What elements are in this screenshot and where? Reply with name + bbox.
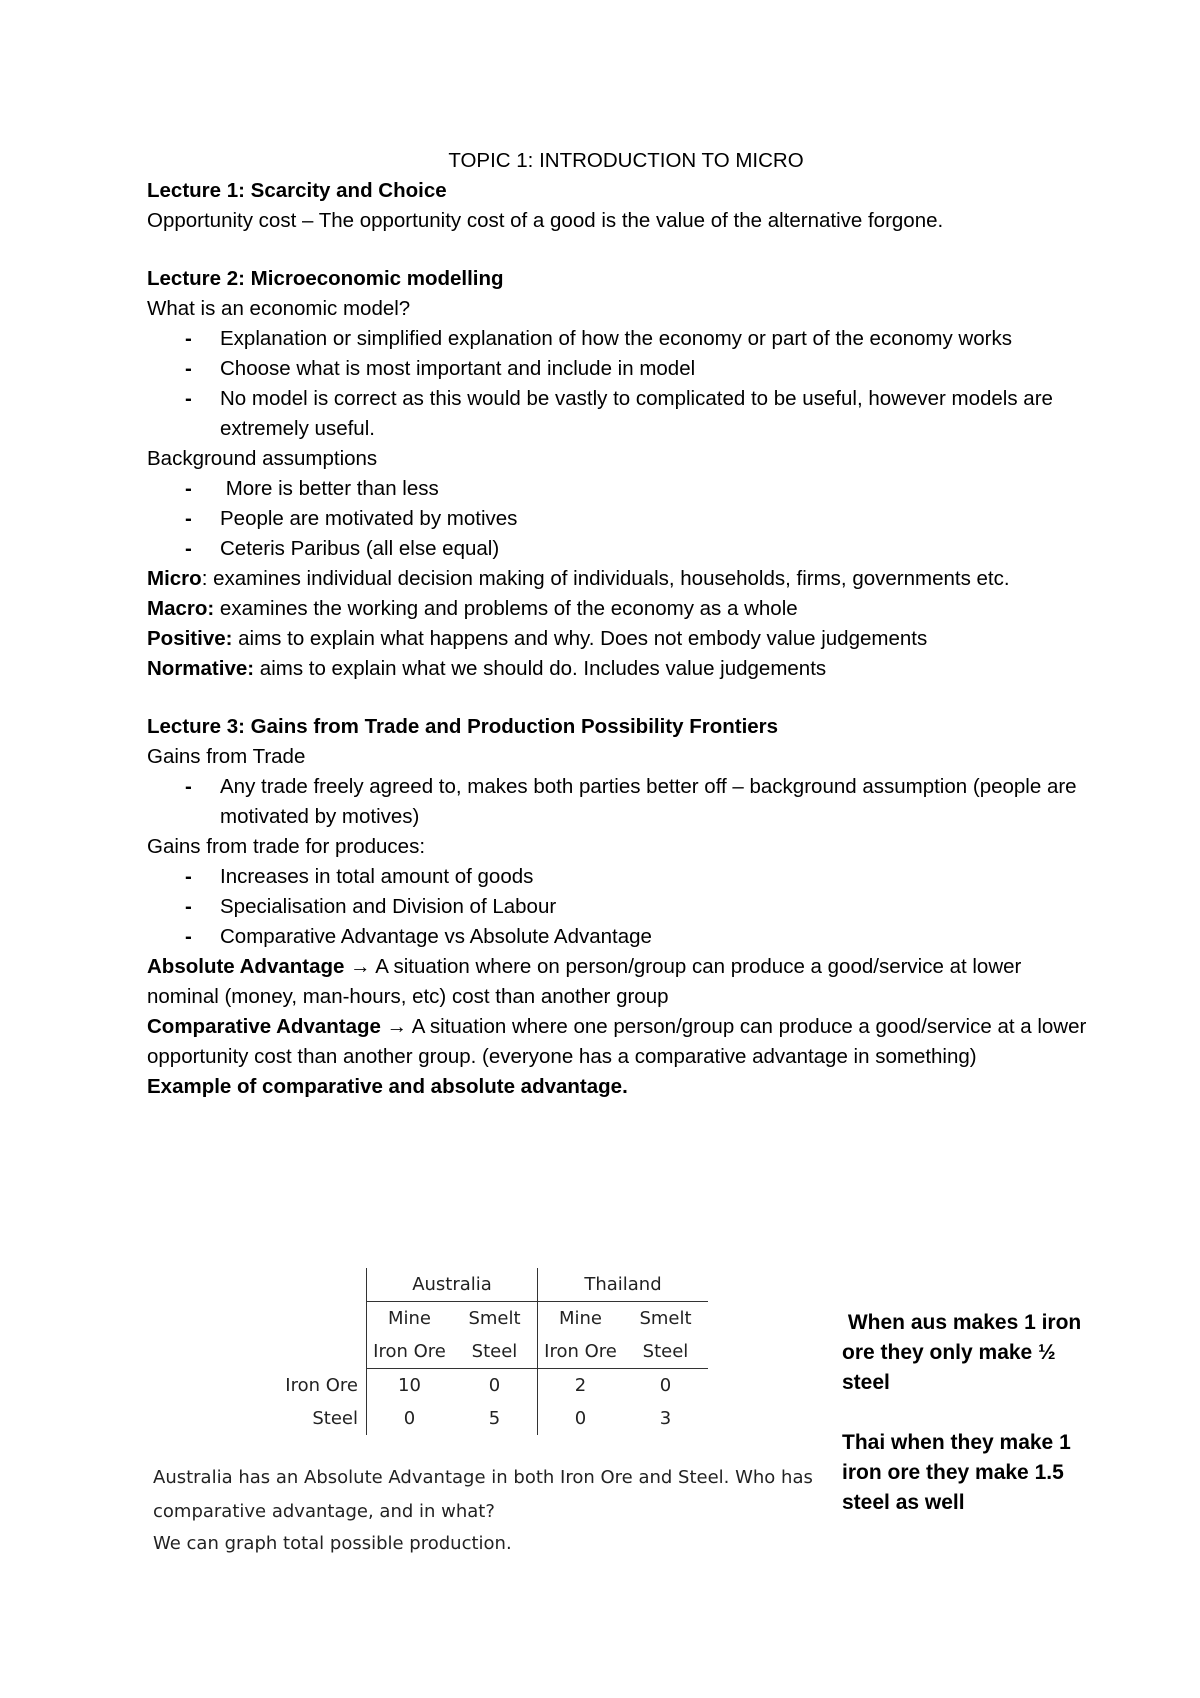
table-caption (153, 1461, 833, 1559)
list-item: - More is better than less (147, 474, 1087, 504)
lecture1-heading: Lecture 1: Scarcity and Choice (147, 179, 447, 202)
column-subheader: Iron Ore (367, 1335, 453, 1369)
table-cell: 5 (488, 1408, 501, 1429)
column-subheader: Mine (538, 1302, 624, 1336)
definition-term: Macro: (147, 597, 215, 620)
column-subheader: Smelt (639, 1308, 692, 1329)
column-header-australia: Australia (367, 1268, 538, 1302)
lecture2-heading: Lecture 2: Microeconomic modelling (147, 267, 504, 290)
definition-micro (147, 564, 1087, 594)
definition-text: : examines individual decision making of individuals, households, firms, governments etc. (201, 567, 1010, 590)
page-title: TOPIC 1: INTRODUCTION TO MICRO (448, 149, 804, 172)
model-points-list (147, 324, 1087, 444)
table-cell: 0 (538, 1402, 624, 1435)
column-subheader: Mine (367, 1302, 453, 1336)
column-subheader: Iron Ore (538, 1335, 624, 1369)
example-heading: Example of comparative and absolute advantage. (147, 1075, 628, 1098)
definition-text: A situation where one person/group can produce a good/service at a lower opportunity cost than another group. (everyone has a comparative advantage in something) (147, 1015, 1087, 1068)
table-cell: 0 (488, 1375, 501, 1396)
definition-term: Normative: (147, 657, 255, 680)
caption-line: We can graph total possible production. (153, 1533, 512, 1554)
caption-line: comparative advantage, and in what? (153, 1501, 495, 1522)
assumptions-list (147, 474, 1087, 564)
list-item: - Any trade freely agreed to, makes both parties better off – background assumption (people are motivated by motives) (147, 772, 1087, 832)
producers-label: Gains from trade for produces: (147, 835, 426, 858)
table-cell: 0 (367, 1402, 453, 1435)
column-subheader: Steel (452, 1335, 538, 1369)
column-subheader: Steel (623, 1335, 708, 1369)
table-subheader-row (270, 1335, 708, 1369)
column-subheader: Smelt (468, 1308, 521, 1329)
title-row (147, 146, 1087, 176)
table-cell: 0 (659, 1375, 672, 1396)
table-cell: 10 (367, 1369, 453, 1403)
list-item: - Specialisation and Division of Labour (147, 892, 1087, 922)
table-row (270, 1369, 708, 1403)
side-note (842, 1308, 1088, 1518)
table-cell: 3 (659, 1408, 672, 1429)
gains-list (147, 772, 1087, 832)
table-row (270, 1402, 708, 1435)
list-item: - Increases in total amount of goods (147, 862, 1087, 892)
definition-macro (147, 594, 1087, 624)
list-item: - No model is correct as this would be vastly to complicated to be useful, however models are extremely useful. (147, 384, 1087, 444)
table-subheader-row (270, 1302, 708, 1336)
caption-line: Australia has an Absolute Advantage in both Iron Ore and Steel. Who has (153, 1467, 813, 1488)
definition-text: examines the working and problems of the economy as a whole (214, 597, 798, 620)
model-question: What is an economic model? (147, 297, 411, 320)
definition-normative (147, 654, 1087, 684)
advantage-table-figure (270, 1268, 708, 1435)
absolute-advantage-definition (147, 952, 1087, 1012)
producers-list (147, 862, 1087, 952)
definition-term: Comparative Advantage (147, 1015, 387, 1038)
lecture3-heading: Lecture 3: Gains from Trade and Production Possibility Frontiers (147, 715, 779, 738)
arrow-right-icon: → (350, 955, 371, 978)
definition-term: Positive: (147, 627, 233, 650)
definition-term: Micro (147, 567, 202, 590)
definition-positive (147, 624, 1087, 654)
definition-text: A situation where on person/group can produce a good/service at lower nominal (money, man-hours, etc) cost than another group (147, 955, 1022, 1008)
row-label: Steel (312, 1408, 358, 1429)
list-item: - Explanation or simplified explanation of how the economy or part of the economy works (147, 324, 1087, 354)
advantage-table (270, 1268, 708, 1435)
side-note-paragraph: When aus makes 1 iron ore they only make ½ steel (842, 1311, 1088, 1394)
column-header-thailand: Thailand (538, 1268, 709, 1302)
table-cell: 2 (538, 1369, 624, 1403)
side-note-paragraph: Thai when they make 1 iron ore they make 1.5 steel as well (842, 1431, 1071, 1514)
notes-body (147, 146, 1087, 1102)
definition-text: aims to explain what happens and why. Does not embody value judgements (232, 627, 928, 650)
list-item: - Choose what is most important and include in model (147, 354, 1087, 384)
arrow-right-icon: → (386, 1015, 408, 1038)
table-header-row (270, 1268, 708, 1302)
comparative-advantage-definition (147, 1012, 1087, 1072)
gains-label: Gains from Trade (147, 745, 306, 768)
list-item: - Ceteris Paribus (all else equal) (147, 534, 1087, 564)
list-item: - Comparative Advantage vs Absolute Advantage (147, 922, 1087, 952)
list-item: - People are motivated by motives (147, 504, 1087, 534)
definition-term: Absolute Advantage (147, 955, 351, 978)
definition-text: aims to explain what we should do. Includes value judgements (254, 657, 827, 680)
row-label: Iron Ore (285, 1374, 358, 1396)
lecture1-text: Opportunity cost – The opportunity cost of a good is the value of the alternative forgone. (147, 209, 944, 232)
assumptions-label: Background assumptions (147, 447, 378, 470)
